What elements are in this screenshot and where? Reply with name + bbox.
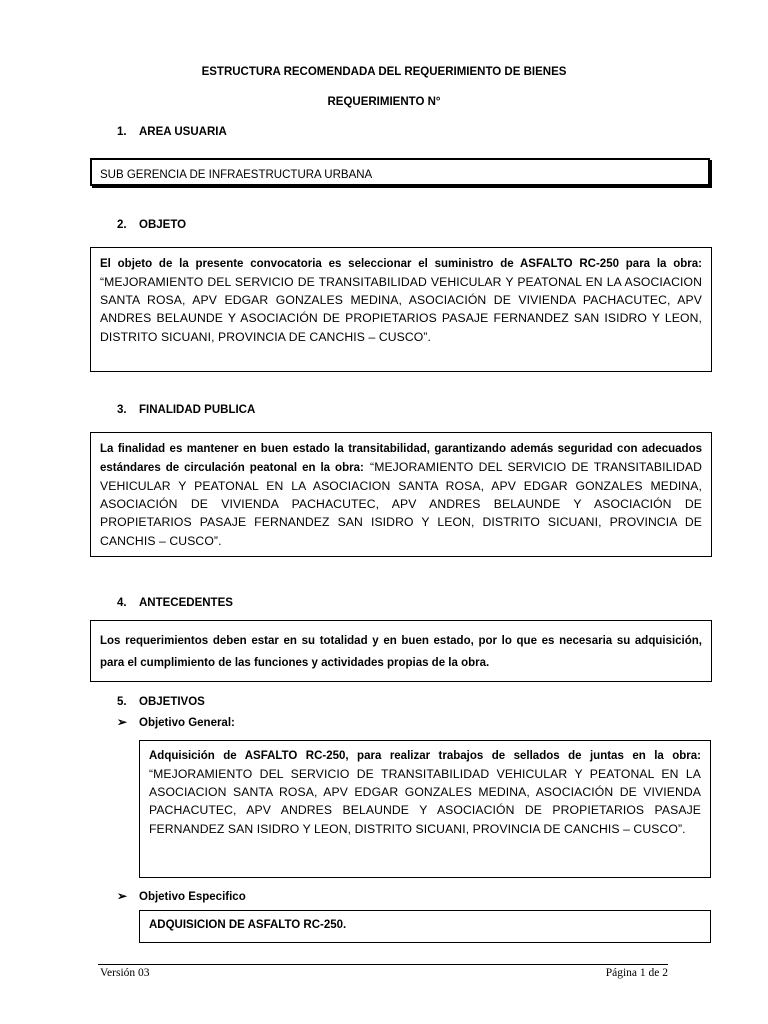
finalidad-box: [90, 432, 712, 557]
objetivo-especifico-box: [139, 910, 711, 943]
section-heading-antecedentes: [117, 597, 233, 609]
objeto-intro: El objeto de la presente convocatoria es seleccionar el suministro de ASFALTO RC-250 para la obra:: [100, 258, 702, 270]
section-title: AREA USUARIA: [139, 126, 227, 138]
objetivo-general-box: [139, 740, 711, 878]
objetivo-general-quote: “MEJORAMIENTO DEL SERVICIO DE TRANSITABILIDAD VEHICULAR Y PEATONAL EN LA ASOCIACION SANTA ROSA, APV EDGAR GONZALES MEDINA, ASOCIACIÓN DE VIVIENDA PACHACUTEC, APV ANDRES BELAUNDE Y ASOCIACIÓN DE PROPIETARIOS PASAJE FERNANDEZ SAN ISIDRO Y LEON, DISTRITO SICUANI, PROVINCIA DE CANCHIS – CUSCO”.: [149, 767, 701, 836]
antecedentes-box: [90, 620, 712, 682]
objetivo-especifico-title: Objetivo Especifico: [139, 891, 246, 903]
footer-page-number: Página 1 de 2: [605, 967, 668, 979]
requirement-number: REQUERIMIENTO N°: [327, 96, 441, 108]
objetivo-especifico-text: ADQUISICION DE ASFALTO RC-250.: [149, 919, 347, 931]
section-heading-finalidad: [117, 404, 255, 416]
section-number: 4.: [117, 597, 127, 609]
area-usuaria-box: [90, 158, 710, 186]
objeto-quote: “MEJORAMIENTO DEL SERVICIO DE TRANSITABILIDAD VEHICULAR Y PEATONAL EN LA ASOCIACION SANTA ROSA, APV EDGAR GONZALES MEDINA, ASOCIACIÓN DE VIVIENDA PACHACUTEC, APV ANDRES BELAUNDE Y ASOCIACIÓN DE PROPIETARIOS PASAJE FERNANDEZ SAN ISIDRO Y LEON, DISTRITO SICUANI, PROVINCIA DE CANCHIS – CUSCO”.: [100, 275, 702, 344]
footer-divider: [98, 964, 668, 965]
objetivo-general-intro: Adquisición de ASFALTO RC-250, para realizar trabajos de sellados de juntas en la obra:: [149, 750, 701, 762]
section-title: ANTECEDENTES: [139, 597, 233, 609]
objetivo-general-label: [117, 715, 235, 729]
section-number: 5.: [117, 696, 127, 708]
arrow-bullet-icon: ➢: [117, 889, 128, 903]
section-title: FINALIDAD PUBLICA: [139, 404, 256, 416]
arrow-bullet-icon: ➢: [117, 715, 128, 729]
section-number: 2.: [117, 219, 127, 231]
area-usuaria-text: SUB GERENCIA DE INFRAESTRUCTURA URBANA: [100, 169, 373, 181]
objetivo-general-title: Objetivo General:: [139, 717, 235, 729]
section-title: OBJETO: [139, 219, 187, 231]
document-title: ESTRUCTURA RECOMENDADA DEL REQUERIMIENTO DE BIENES: [201, 66, 567, 78]
finalidad-intro: La finalidad es mantener en buen estado la transitabilidad, garantizando además seguridad con adecuados estándares de circulación peatonal en la obra:: [100, 443, 702, 474]
section-heading-objeto: [117, 219, 186, 231]
section-heading-objetivos: [117, 696, 205, 708]
objetivo-especifico-label: [117, 889, 246, 903]
footer-version: Versión 03: [100, 967, 150, 979]
section-number: 3.: [117, 404, 127, 416]
antecedentes-text: Los requerimientos deben estar en su totalidad y en buen estado, por lo que es necesaria su adquisición, para el cumplimiento de las funciones y actividades propias de la obra.: [100, 635, 702, 669]
section-title: OBJETIVOS: [139, 696, 205, 708]
finalidad-quote: “MEJORAMIENTO DEL SERVICIO DE TRANSITABILIDAD VEHICULAR Y PEATONAL EN LA ASOCIACION SANTA ROSA, APV EDGAR GONZALES MEDINA, ASOCIACIÓN DE VIVIENDA PACHACUTEC, APV ANDRES BELAUNDE Y ASOCIACIÓN DE PROPIETARIOS PASAJE FERNANDEZ SAN ISIDRO Y LEON, DISTRITO SICUANI, PROVINCIA DE CANCHIS – CUSCO”.: [100, 460, 702, 548]
section-number: 1.: [117, 126, 127, 138]
section-heading-area-usuaria: [117, 126, 227, 138]
objeto-box: [90, 247, 712, 372]
